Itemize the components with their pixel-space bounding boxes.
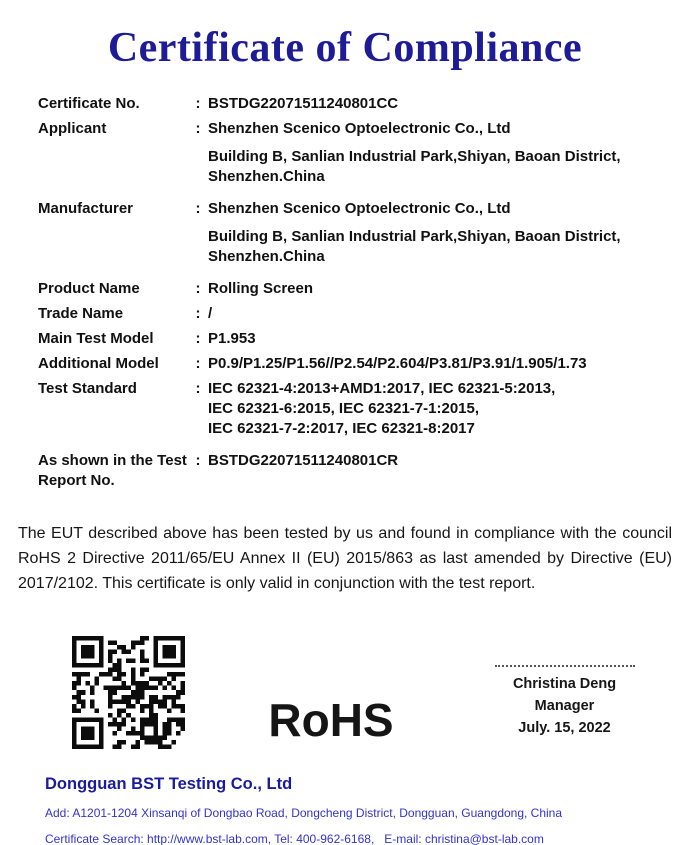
issuer-address: Add: A1201-1204 Xinsanqi of Dongbao Road, Dongcheng District, Dongguan, Guangdong, China <box>45 806 563 820</box>
field-label: Applicant <box>38 120 107 137</box>
rohs-logo: RoHS <box>268 694 394 746</box>
field-colon: : <box>195 95 201 112</box>
certificate-fields <box>38 94 660 491</box>
field-label: Product Name <box>38 280 140 297</box>
manufacturer-address-line1: Building B, Sanlian Industrial Park,Shiyan, Baoan District, <box>208 228 621 245</box>
field-value: P1.953 <box>208 330 256 347</box>
field-row-certificate-no <box>38 94 660 114</box>
applicant-address-line1: Building B, Sanlian Industrial Park,Shiyan, Baoan District, <box>208 148 621 165</box>
test-standard-line3: IEC 62321-7-2:2017, IEC 62321-8:2017 <box>208 420 475 437</box>
field-colon: : <box>195 380 201 397</box>
field-colon: : <box>195 355 201 372</box>
field-colon: : <box>195 305 201 322</box>
field-colon: : <box>195 200 201 217</box>
field-label: As shown in the Test Report No. <box>38 452 187 489</box>
signature-name: Christina Deng <box>512 676 617 692</box>
qr-code <box>72 636 185 749</box>
field-value <box>208 379 660 439</box>
field-colon: : <box>195 120 201 137</box>
field-colon: : <box>195 330 201 347</box>
field-row-test-standard <box>38 379 660 439</box>
signature-date: July. 15, 2022 <box>518 720 611 736</box>
signature-block <box>477 665 652 739</box>
field-value: / <box>208 305 213 322</box>
field-value: BSTDG22071511240801CR <box>208 452 399 469</box>
certificate-title: Certificate of Compliance <box>107 25 583 71</box>
issuer-footer <box>45 775 670 845</box>
field-row-applicant <box>38 119 660 187</box>
issuer-company-name: Dongguan BST Testing Co., Ltd <box>45 775 293 793</box>
bottom-strip <box>0 636 690 749</box>
field-value <box>208 199 660 267</box>
manufacturer-company: Shenzhen Scenico Optoelectronic Co., Ltd <box>208 200 511 217</box>
field-label: Certificate No. <box>38 95 140 112</box>
signature-role: Manager <box>534 698 595 714</box>
field-label: Main Test Model <box>38 330 154 347</box>
field-row-additional-model <box>38 354 660 374</box>
signature-dotted-line <box>495 665 635 667</box>
issuer-contact: Certificate Search: http://www.bst-lab.com, Tel: 400-962-6168, E-mail: christina@bst-lab.com <box>45 832 544 845</box>
field-row-manufacturer <box>38 199 660 267</box>
field-value: BSTDG22071511240801CC <box>208 95 399 112</box>
field-row-trade-name <box>38 304 660 324</box>
field-colon: : <box>195 452 201 469</box>
field-colon: : <box>195 280 201 297</box>
compliance-statement: The EUT described above has been tested by us and found in compliance with the council RoHS 2 Directive 2011/65/EU Annex II (EU) 2015/863 as last amended by Directive (EU) 2017/2102. This certificate is only valid in conjunction with the test report. <box>18 525 672 592</box>
field-value <box>208 119 660 187</box>
field-label: Trade Name <box>38 305 124 322</box>
applicant-company: Shenzhen Scenico Optoelectronic Co., Ltd <box>208 120 511 137</box>
applicant-address-line2: Shenzhen.China <box>208 168 325 185</box>
manufacturer-address-line2: Shenzhen.China <box>208 248 325 265</box>
field-value: P0.9/P1.25/P1.56//P2.54/P2.604/P3.81/P3.91/1.905/1.73 <box>208 355 587 372</box>
field-row-main-test-model <box>38 329 660 349</box>
field-row-product-name <box>38 279 660 299</box>
field-label: Additional Model <box>38 355 159 372</box>
field-row-test-report-no <box>38 451 660 491</box>
field-value: Rolling Screen <box>208 280 314 297</box>
test-standard-line2: IEC 62321-6:2015, IEC 62321-7-1:2015, <box>208 400 480 417</box>
field-label: Test Standard <box>38 380 137 397</box>
field-label: Manufacturer <box>38 200 134 217</box>
test-standard-line1: IEC 62321-4:2013+AMD1:2017, IEC 62321-5:2013, <box>208 380 556 397</box>
